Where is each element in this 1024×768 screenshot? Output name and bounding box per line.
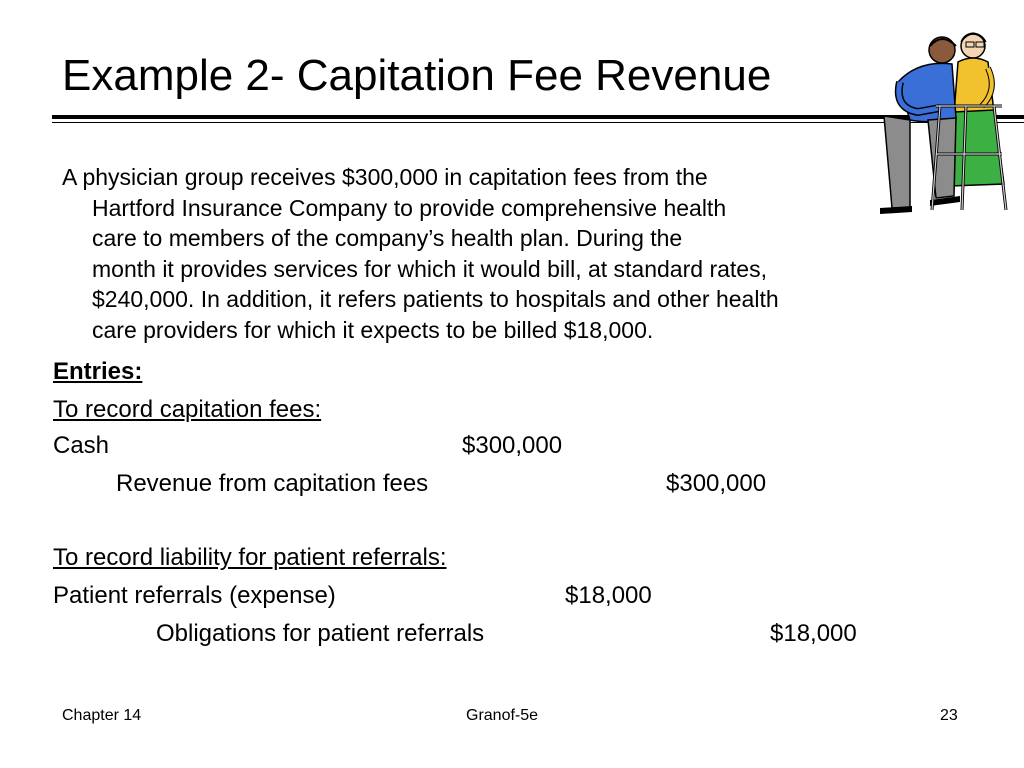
footer-chapter: Chapter 14 xyxy=(62,707,142,724)
entry2-heading: To record liability for patient referrals: xyxy=(53,544,447,571)
entry2-credit-account: Obligations for patient referrals xyxy=(156,620,485,647)
scenario-line: $240,000. In addition, it refers patients to hospitals and other health xyxy=(92,286,779,312)
scenario-line: A physician group receives $300,000 in capitation fees from the xyxy=(62,164,708,190)
elderly-couple-walker-clipart xyxy=(870,20,1020,220)
scenario-line: care to members of the company’s health plan. During the xyxy=(92,225,683,251)
entries-heading: Entries: xyxy=(53,358,143,385)
scenario-line: care providers for which it expects to be billed $18,000. xyxy=(92,316,654,343)
entry1-debit-account: Cash xyxy=(53,432,110,459)
entry2-debit-account: Patient referrals (expense) xyxy=(53,582,336,609)
footer-book: Granof-5e xyxy=(466,707,539,724)
entry2-credit-amount: $18,000 xyxy=(770,620,857,647)
entry1-credit-amount: $300,000 xyxy=(666,470,767,497)
entry1-heading: To record capitation fees: xyxy=(53,396,322,423)
scenario-paragraph xyxy=(62,162,779,345)
entry1-credit-account: Revenue from capitation fees xyxy=(116,470,429,497)
entry1-debit-amount: $300,000 xyxy=(462,432,563,459)
scenario-line: Hartford Insurance Company to provide comprehensive health xyxy=(92,194,727,221)
slide-title: Example 2- Capitation Fee Revenue xyxy=(62,51,772,100)
entry2-debit-amount: $18,000 xyxy=(565,582,652,609)
scenario-line: month it provides services for which it would bill, at standard rates, xyxy=(92,255,767,282)
slide-number: 23 xyxy=(940,707,958,724)
